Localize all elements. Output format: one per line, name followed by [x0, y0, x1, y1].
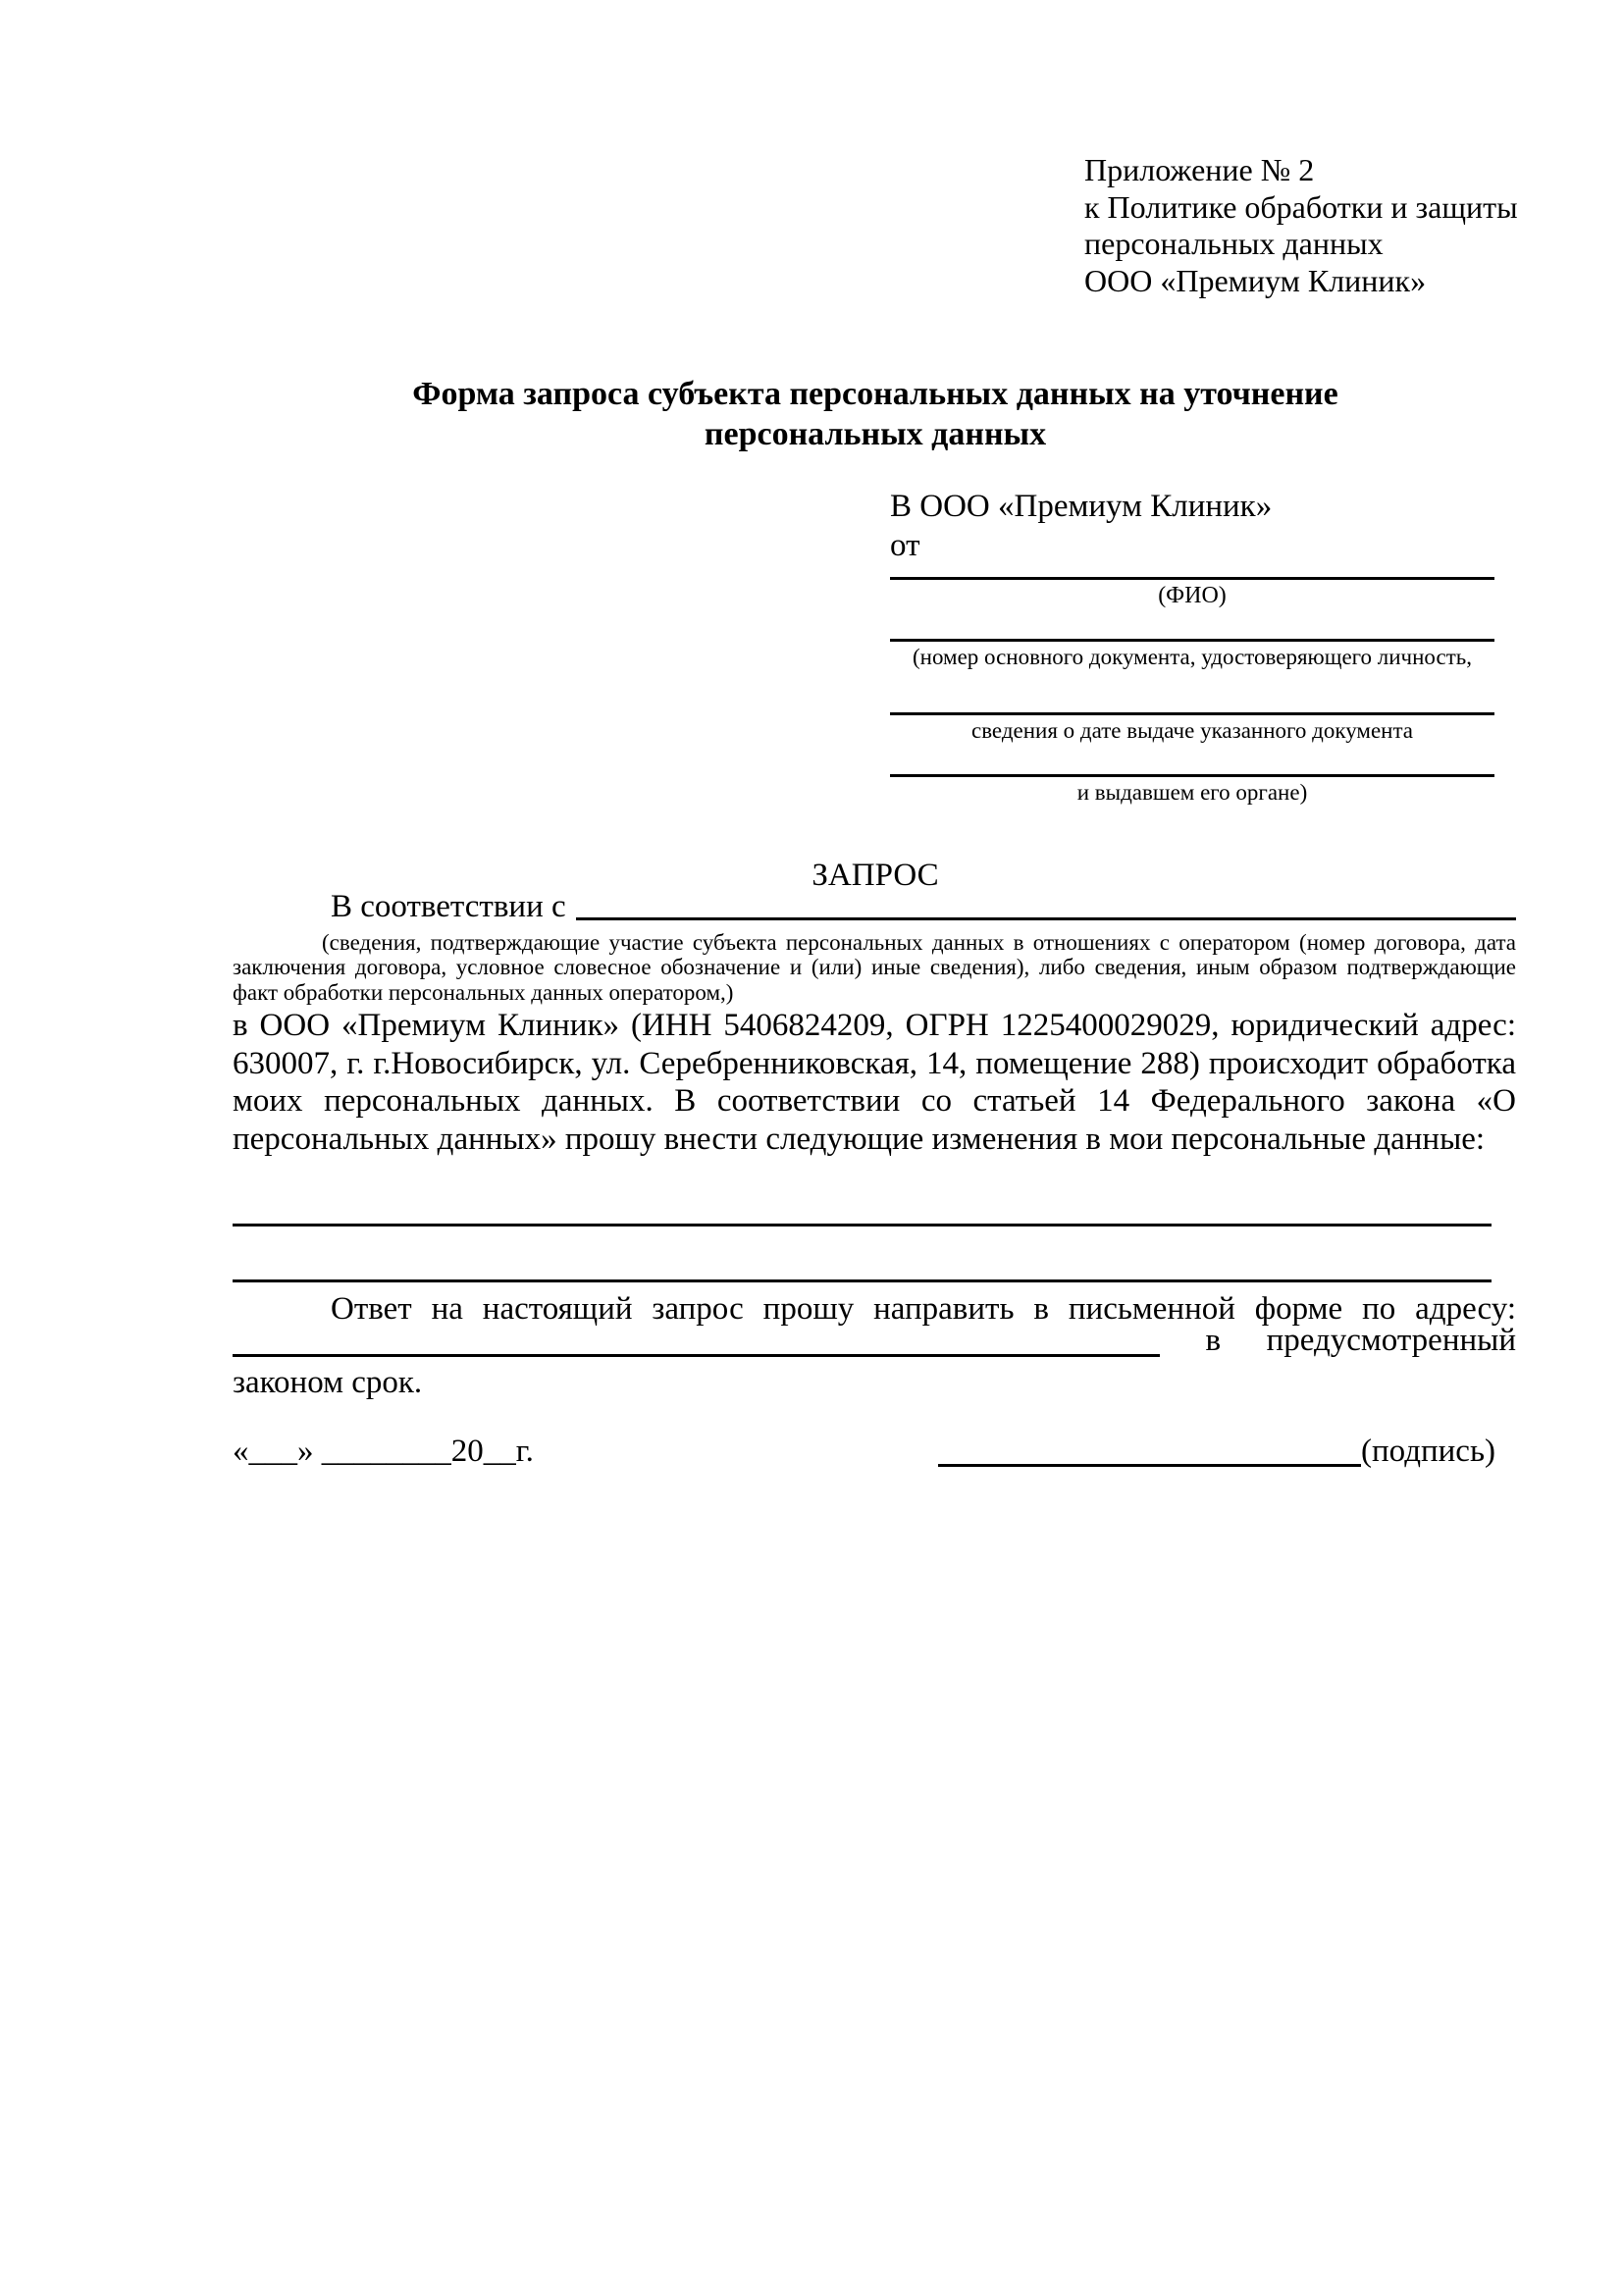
appendix-header: [1084, 152, 1518, 299]
issue-date-field-line: [890, 712, 1494, 715]
changes-field-line-1: [233, 1224, 1492, 1226]
policy-reference-line1: к Политике обработки и защиты: [1084, 188, 1518, 225]
footer-row: [233, 1434, 1516, 1483]
fio-caption: (ФИО): [1158, 583, 1227, 608]
reply-mid-word-2: предусмотренный: [1266, 1323, 1516, 1358]
document-title-line1: Форма запроса субъекта персональных данных на уточнение: [412, 376, 1338, 412]
reply-tail-text: законом срок.: [233, 1365, 423, 1400]
document-number-caption: (номер основного документа, удостоверяющего личность,: [912, 645, 1472, 669]
basis-field-line: [576, 917, 1516, 920]
signature-field-line: [938, 1464, 1361, 1467]
addressee-to: В ООО «Премиум Клиник»: [890, 489, 1273, 524]
issuing-authority-caption: и выдавшем его органе): [1076, 780, 1308, 805]
addressee-block: [890, 489, 1494, 827]
issue-date-caption: сведения о дате выдаче указанного документа: [970, 718, 1414, 743]
document-title: [233, 374, 1518, 454]
document-number-field-line: [890, 639, 1494, 642]
request-heading: ЗАПРОС: [812, 858, 939, 893]
fio-field-line: [890, 577, 1494, 580]
company-name: ООО «Премиум Клиник»: [1084, 262, 1427, 298]
reply-address-row: [233, 1325, 1516, 1357]
addressee-from: от: [890, 528, 920, 563]
address-field-line: [233, 1326, 1160, 1357]
signature-caption: (подпись): [1361, 1434, 1495, 1469]
document-title-line2: персональных данных: [704, 416, 1047, 452]
policy-reference-line2: персональных данных: [1084, 226, 1384, 261]
basis-lead-text: В соответствии с: [331, 889, 566, 924]
request-body-paragraph: в ООО «Премиум Клиник» (ИНН 5406824209, ОГРН 1225400029029, юридический адрес: 630007, г. г.Новосибирск, ул. Серебренниковская, 14, помещение 288) происходит обработка моих персональных данных. В соответствии со статьей 14 Федерального закона «О персональных данных» прошу внести следующие изменения в мои персональные данные:: [233, 1008, 1516, 1157]
appendix-number: Приложение № 2: [1084, 152, 1315, 187]
basis-fine-print: (сведения, подтверждающие участие субъекта персональных данных в отношениях с оператором (номер договора, дата заключения договора, условное словесное обозначение и (или) иные сведения), либо сведения, иным образом подтверждающие факт обработки персональных данных оператором,): [233, 930, 1516, 1005]
issuing-authority-field-line: [890, 774, 1494, 777]
reply-mid-word-1: в: [1205, 1323, 1222, 1358]
basis-row: [233, 891, 1516, 923]
date-blank-line: «___» ________20__г.: [233, 1434, 534, 1469]
reply-lead-paragraph: Ответ на настоящий запрос прошу направить в письменной форме по адресу:: [331, 1291, 1516, 1327]
changes-field-line-2: [233, 1279, 1492, 1282]
